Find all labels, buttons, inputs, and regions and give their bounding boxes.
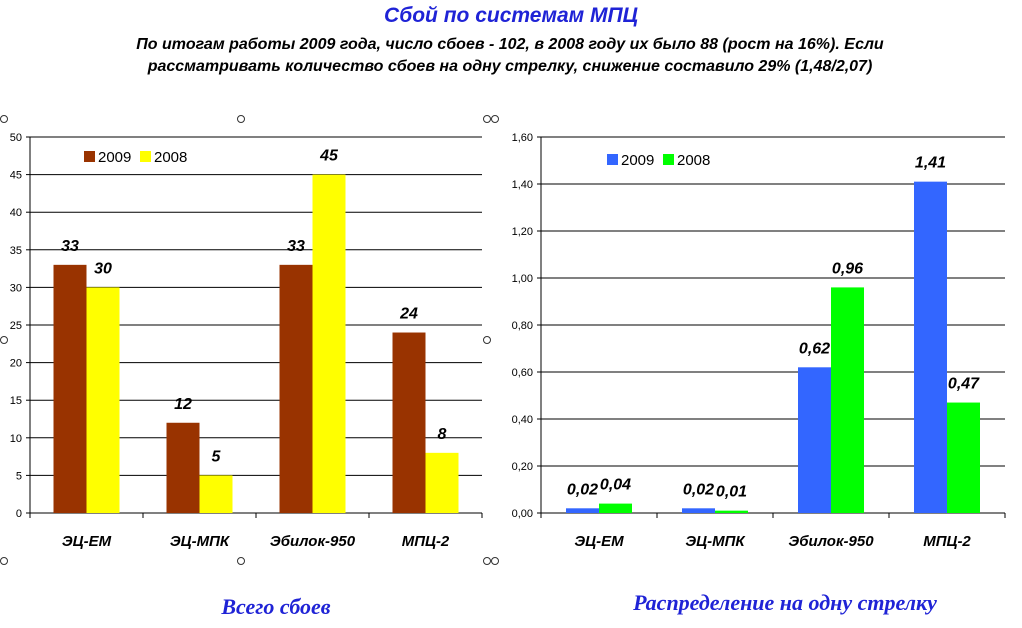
x-tick-label: ЭЦ-ЕМ: [574, 533, 624, 550]
y-tick-label: 25: [9, 320, 22, 332]
y-tick-label: 1,40: [511, 179, 533, 191]
y-tick-label: 45: [9, 169, 22, 182]
y-tick-label: 35: [9, 244, 22, 257]
data-label: 33: [287, 237, 305, 255]
bar: [426, 453, 459, 513]
data-label: 1,41: [914, 154, 947, 172]
selection-handle[interactable]: [237, 115, 245, 123]
legend-swatch: [140, 151, 151, 162]
legend-swatch: [607, 154, 618, 165]
bar: [566, 508, 599, 513]
bar: [167, 423, 200, 513]
y-tick-label: 30: [9, 282, 22, 295]
y-tick-label: 1,20: [511, 226, 533, 238]
caption-total-failures: Всего сбоев: [221, 594, 331, 619]
data-label: 33: [61, 237, 79, 255]
selection-handle[interactable]: [237, 557, 245, 565]
selection-handle[interactable]: [0, 557, 8, 565]
x-tick-label: МПЦ-2: [401, 533, 450, 550]
bar: [682, 508, 715, 513]
x-tick-label: Эбилок-950: [788, 533, 874, 550]
chart-total-failures: [10, 132, 482, 550]
bar: [87, 287, 120, 513]
legend-swatch: [84, 151, 95, 162]
selection-handle[interactable]: [491, 557, 499, 565]
x-tick-label: ЭЦ-ЕМ: [61, 533, 112, 550]
data-label: 45: [320, 147, 338, 165]
data-label: 0,02: [682, 481, 715, 499]
y-tick-label: 10: [9, 432, 22, 445]
data-label: 24: [400, 305, 418, 323]
page-title: Сбой по системам МПЦ: [384, 4, 638, 27]
bar: [313, 175, 346, 513]
legend-label: 2008: [677, 152, 711, 169]
bar: [947, 403, 980, 513]
y-tick-label: 20: [9, 357, 22, 370]
y-tick-label: 0,00: [511, 508, 533, 520]
data-label: 0,01: [715, 483, 748, 501]
subtitle-line-1: По итогам работы 2009 года, число сбоев - 102, в 2008 году их было 88 (рост на 16%). Если: [136, 36, 884, 53]
data-label: 0,62: [798, 340, 831, 358]
y-tick-label: 0,80: [511, 320, 533, 332]
bar: [200, 475, 233, 513]
y-tick-label: 0,40: [511, 414, 533, 426]
chart-per-switch: [512, 132, 1005, 550]
y-tick-label: 15: [9, 395, 22, 408]
bar: [280, 265, 313, 513]
selection-handle[interactable]: [483, 115, 491, 123]
y-tick-label: 1,00: [511, 273, 533, 285]
y-tick-label: 0,20: [511, 461, 533, 473]
selection-handle[interactable]: [483, 557, 491, 565]
selection-handle[interactable]: [483, 336, 491, 344]
legend-label: 2009: [621, 152, 655, 169]
y-tick-label: 0,60: [511, 367, 533, 379]
data-label: 0,02: [566, 481, 599, 499]
data-label: 5: [211, 448, 221, 466]
y-tick-label: 40: [9, 207, 22, 220]
bar: [715, 511, 748, 513]
data-label: 0,47: [947, 375, 980, 393]
legend-swatch: [663, 154, 674, 165]
bar: [599, 504, 632, 513]
x-tick-label: Эбилок-950: [269, 533, 356, 550]
y-tick-label: 50: [9, 132, 22, 144]
x-tick-label: ЭЦ-МПК: [169, 533, 230, 550]
y-tick-label: 0: [15, 508, 22, 520]
bar: [914, 182, 947, 513]
subtitle-line-2: рассматривать количество сбоев на одну стрелку, снижение составило 29% (1,48/2,07): [147, 58, 873, 75]
x-tick-label: МПЦ-2: [923, 533, 971, 550]
y-tick-label: 1,60: [511, 132, 533, 144]
x-tick-label: ЭЦ-МПК: [685, 533, 745, 550]
bar: [798, 367, 831, 513]
data-label: 0,04: [599, 476, 632, 494]
bar: [393, 333, 426, 513]
data-label: 0,96: [831, 260, 864, 278]
data-label: 12: [174, 395, 192, 413]
legend-label: 2009: [98, 149, 132, 166]
bar: [831, 287, 864, 513]
data-label: 8: [437, 425, 447, 443]
caption-per-switch: Распределение на одну стрелку: [633, 590, 937, 615]
y-tick-label: 5: [15, 470, 22, 483]
selection-handle[interactable]: [0, 336, 8, 344]
legend-label: 2008: [154, 149, 188, 166]
data-label: 30: [94, 260, 112, 278]
selection-handle[interactable]: [0, 115, 8, 123]
bar: [54, 265, 87, 513]
selection-handle[interactable]: [491, 115, 499, 123]
